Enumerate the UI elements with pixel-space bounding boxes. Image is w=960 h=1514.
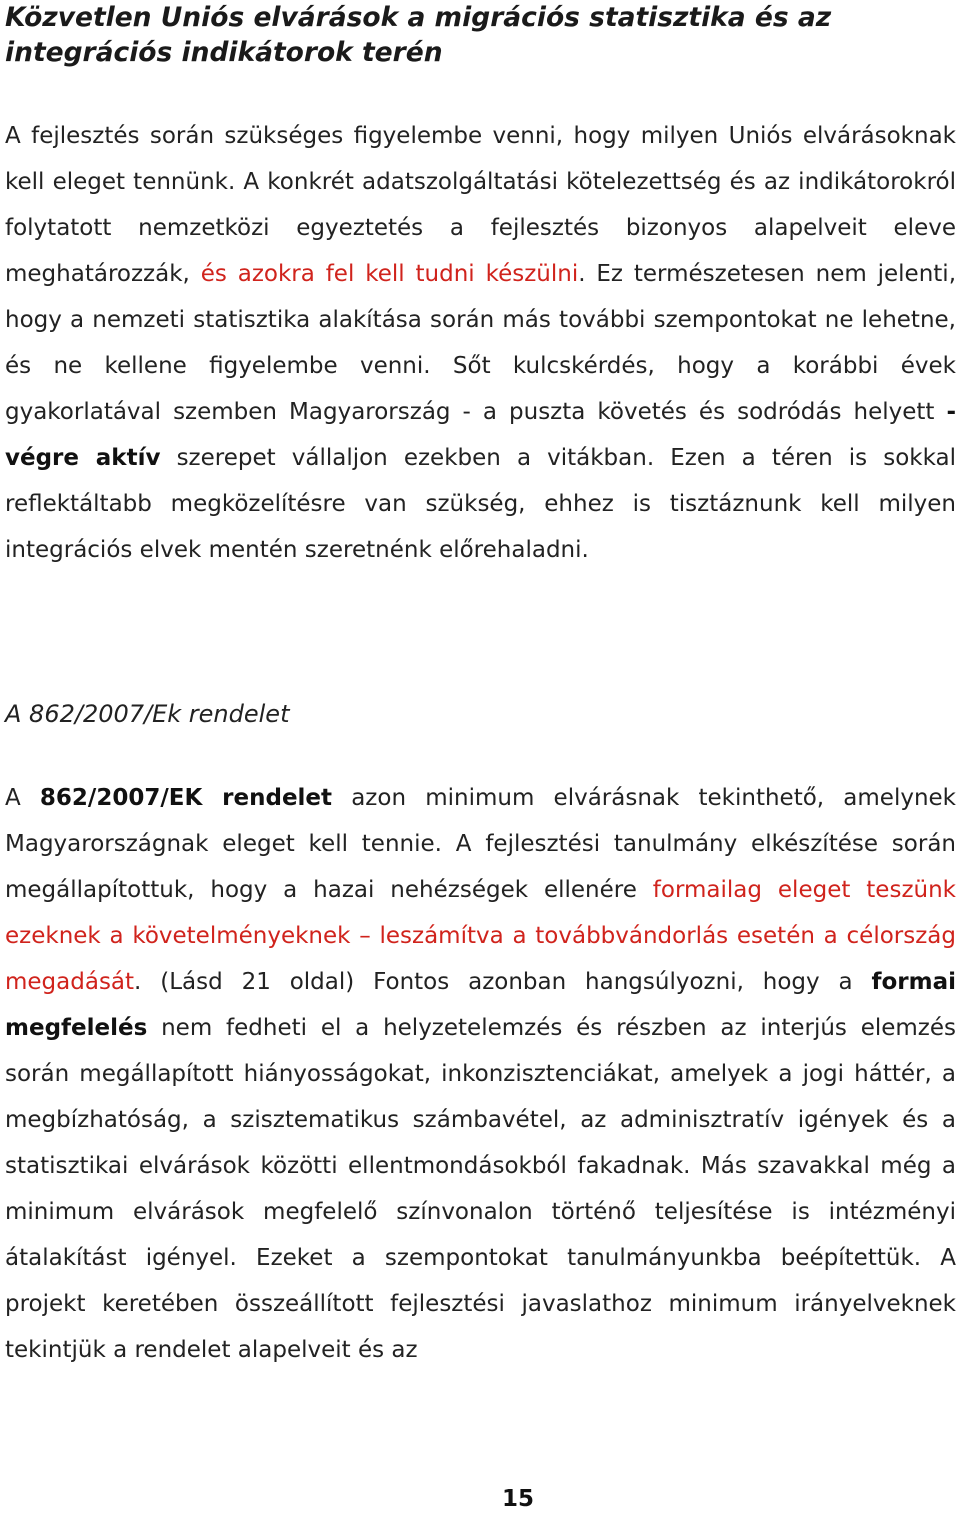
paragraph2-text-2: azon minimum elvárásnak tekinthető, amelynek Magyarországnak eleget kell tennie. A fejlesztési tanulmány elkészítése során megállapítottuk, hogy a hazai nehézségek ellenére xyxy=(5,785,956,903)
paragraph2-text-1: A xyxy=(5,785,40,811)
paragraph2-text-4: nem fedheti el a helyzetelemzés és részben az interjús elemzés során megállapított hiányosságokat, inkonzisztenciákat, amelyek a jogi háttér, a megbízhatóság, a szisztematikus számbavétel, az adminisztratív igények és a statisztikai elvárások közötti ellentmondásokból fakadnak. Más szavakkal még a minimum elvárások megfelelő színvonalon történő teljesítése is intézményi átalakítást igényel. Ezeket a szempontokat tanulmányunkba beépítettük. A projekt keretében összeállított fejlesztési javaslathoz minimum irányelveknek tekintjük a rendelet alapelveit és az xyxy=(5,1015,956,1363)
paragraph-regulation xyxy=(5,775,956,1373)
paragraph2-formal-bold: formai megfelelés xyxy=(5,969,956,1041)
document-page xyxy=(5,0,957,1363)
paragraph2-highlight-red: formailag eleget teszünk ezeknek a követelményeknek – leszámítva a továbbvándorlás esetén a célország megadását xyxy=(5,877,956,995)
paragraph-eu-expectations xyxy=(5,113,956,573)
paragraph1-text-1: A fejlesztés során szükséges figyelembe venni, hogy milyen Uniós elvárásoknak kell eleget tennünk. A konkrét adatszolgáltatási kötelezettség és az indikátorokról folytatott nemzetközi egyeztetés a fejlesztés bizonyos alapelveit eleve meghatározzák, xyxy=(5,123,956,287)
paragraph1-text-2: . Ez természetesen nem jelenti, hogy a nemzeti statisztika alakítása során más további szempontokat ne lehetne, és ne kellene figyelembe venni. Sőt kulcskérdés, hogy a korábbi évek gyakorlatával szemben Magyarország - a puszta követés és sodródás helyett xyxy=(5,261,957,425)
paragraph1-text-3: szerepet vállaljon ezekben a vitákban. Ezen a téren is sokkal reflektáltabb megközelítésre van szükség, ehhez is tisztáznunk kell milyen integrációs elvek mentén szeretnénk előrehaladni. xyxy=(5,445,956,563)
subsection-heading: A 862/2007/Ek rendelet xyxy=(5,700,290,728)
paragraph1-emphasis-bold: - végre aktív xyxy=(5,399,956,471)
paragraph2-text-3: . (Lásd 21 oldal) Fontos azonban hangsúlyozni, hogy a xyxy=(134,969,872,995)
section-heading: Közvetlen Uniós elvárások a migrációs statisztika és az integrációs indikátorok terén xyxy=(5,2,832,68)
page-number: 15 xyxy=(501,1486,534,1512)
paragraph1-highlight-red: és azokra fel kell tudni készülni xyxy=(200,261,579,287)
paragraph2-regulation-bold: 862/2007/EK rendelet xyxy=(39,785,333,811)
